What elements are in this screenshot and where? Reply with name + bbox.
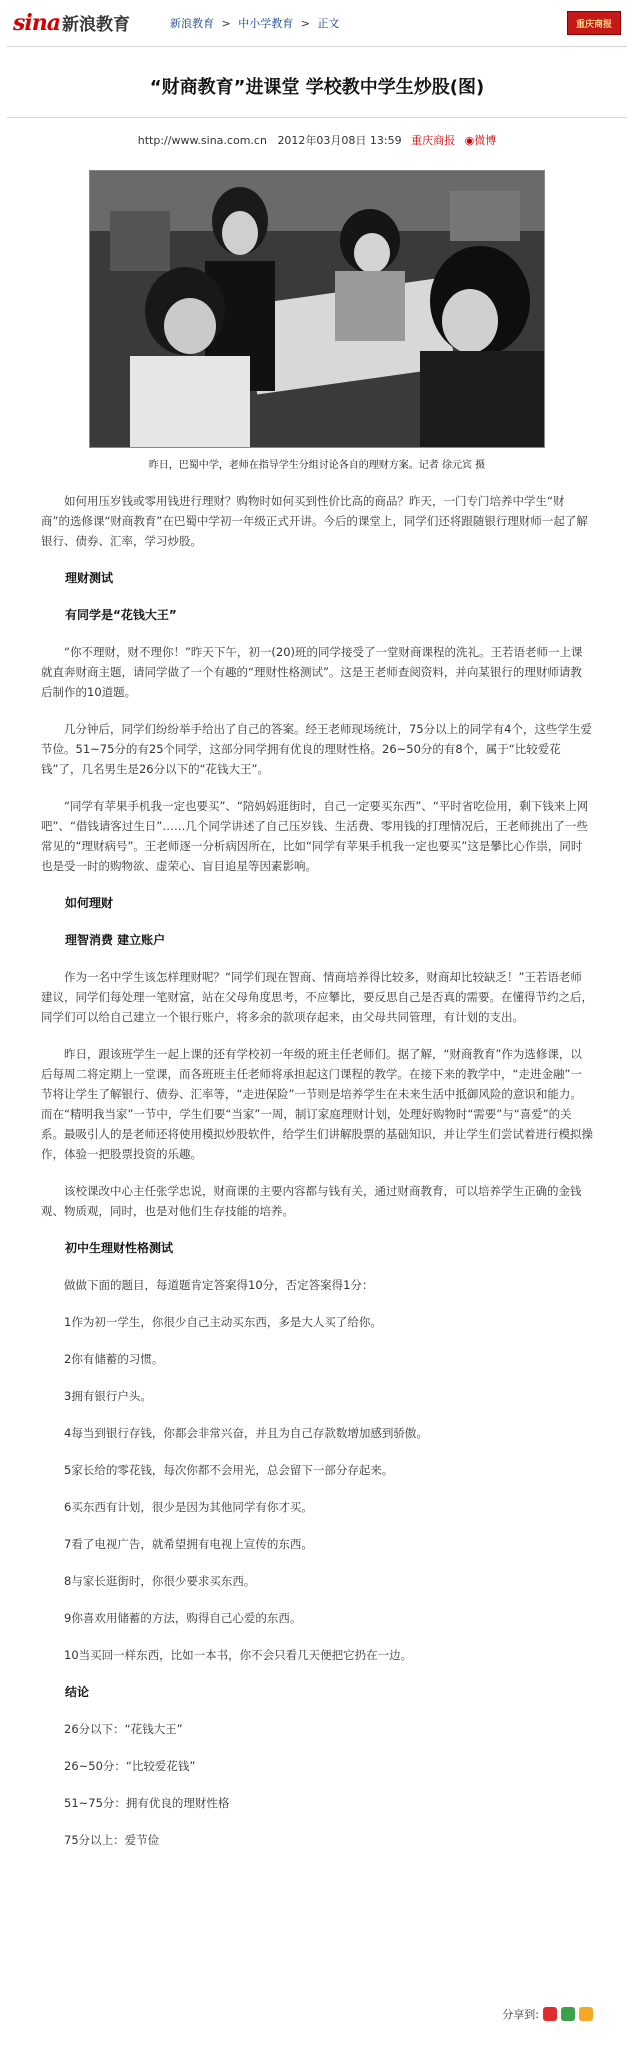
list-item: 75分以上：爱节俭 [64, 1833, 160, 1847]
paragraph: “你不理财，财不理你！”昨天下午，初一(20)班的同学接受了一堂财商课程的洗礼。王若语老师一上课就直奔财商主题，请同学做了一个有趣的“理财性格测试”。这是王老师查阅资料，并向某银行的理财师请教后制作的10道题。 [41, 645, 583, 699]
qzone-share-icon[interactable] [579, 2007, 593, 2021]
renren-share-icon[interactable] [561, 2007, 575, 2021]
article-url[interactable]: http://www.sina.com.cn [137, 134, 267, 147]
list-item: 10当买回一样东西，比如一本书，你不会只看几天便把它扔在一边。 [64, 1648, 413, 1662]
paragraph: “同学有苹果手机我一定也要买”、“陪妈妈逛街时，自己一定要买东西”、“平时省吃俭用，剩下钱来上网吧”、“借钱请客过生日”……几个同学讲述了自己压岁钱、生活费、零用钱的打理情况后，王老师挑出了一些常见的“理财病号”。王老师逐一分析病因所在，比如“同学有苹果手机我一定也要买”这是攀比心作祟，同时也是受一时的购物欲、虚荣心、盲目追星等因素影响。 [41, 799, 589, 873]
list-item: 8与家长逛街时，你很少要求买东西。 [64, 1574, 256, 1588]
weibo-icon: ◉ [464, 134, 475, 147]
article-meta [7, 117, 627, 148]
logo-sina: sina [13, 10, 60, 36]
list-item: 26~50分：“比较爱花钱” [64, 1759, 196, 1773]
weibo-label: 微博 [474, 134, 497, 147]
section-heading: 理智消费 建立账户 [65, 933, 166, 947]
paragraph: 如何用压岁钱或零用钱进行理财？购物时如何买到性价比高的商品？昨天，一门专门培养中学生“财商”的选修课“财商教育”在巴蜀中学初一年级正式开讲。今后的课堂上，同学们还将跟随银行理财师一起了解银行、债券、汇率，学习炒股。 [41, 494, 588, 548]
breadcrumb-section[interactable]: 中小学教育 [238, 17, 294, 30]
partner-logo[interactable]: 重庆商报 [567, 11, 621, 35]
article-body [7, 491, 627, 1850]
list-item: 9你喜欢用储蓄的方法，购得自己心爱的东西。 [64, 1611, 302, 1625]
paragraph: 昨日，跟该班学生一起上课的还有学校初一年级的班主任老师们。据了解，“财商教育”作为选修课，以后每周二将定期上一堂课，而各班班主任老师将承担起这门课程的教学。在接下来的教学中，“走进金融”一节将让学生了解银行、债券、汇率等，“走进保险”一节则是培养学生在未来生活中抵御风险的意识和能力。而在“精明我当家”一节中，学生们要“当家”一周，制订家庭理财计划，处理好购物时“需要”与“喜爱”的关系。最吸引人的是老师还将使用模拟炒股软件，给学生们讲解股票的基础知识，并让学生们尝试着进行模拟操作，体验一把股票投资的乐趣。 [41, 1047, 593, 1161]
section-heading: 如何理财 [65, 896, 114, 910]
section-heading: 理财测试 [65, 571, 114, 585]
list-item: 1作为初一学生，你很少自己主动买东西，多是大人买了给你。 [64, 1315, 382, 1329]
breadcrumb-separator: > [221, 17, 231, 30]
breadcrumb-current[interactable]: 正文 [317, 17, 340, 30]
list-item: 7看了电视广告，就希望拥有电视上宣传的东西。 [64, 1537, 313, 1551]
site-logo[interactable] [13, 10, 130, 36]
breadcrumb-home[interactable]: 新浪教育 [170, 17, 214, 30]
article-datetime: 2012年03月08日 13:59 [277, 134, 402, 147]
section-heading: 结论 [65, 1685, 90, 1699]
paragraph: 作为一名中学生该怎样理财呢？“同学们现在智商、情商培养得比较多，财商却比较缺乏！”王若语老师建议，同学们每处理一笔财富，站在父母角度思考，不应攀比，要反思自己是否真的需要。在懂得节约之后，同学们可以给自己建立一个银行账户，将多余的款项存起来，由父母共同管理，有计划的支出。 [41, 970, 593, 1024]
list-item: 2你有储蓄的习惯。 [64, 1352, 164, 1366]
paragraph: 该校课改中心主任张学忠说，财商课的主要内容都与钱有关，通过财商教育，可以培养学生正确的金钱观、物质观，同时，也是对他们生存技能的培养。 [41, 1184, 582, 1218]
section-heading: 有同学是“花钱大王” [65, 608, 177, 622]
weibo-share-icon[interactable] [543, 2007, 557, 2021]
classroom-photo [90, 171, 544, 447]
photo-caption: 昨日，巴蜀中学，老师在指导学生分组讨论各自的理财方案。记者 徐元宾 摄 [148, 460, 486, 471]
share-label: 分享到: [502, 2008, 539, 2021]
top-bar [7, 0, 627, 47]
list-item: 26分以下：“花钱大王” [64, 1722, 183, 1736]
list-item: 5家长给的零花钱，每次你都不会用光，总会留下一部分存起来。 [64, 1463, 394, 1477]
list-item: 51~75分：拥有优良的理财性格 [64, 1796, 230, 1810]
paragraph: 几分钟后，同学们纷纷举手给出了自己的答案。经王老师现场统计，75分以上的同学有4个，这些学生爱节俭。51~75分的有25个同学，这部分同学拥有优良的理财性格。26~50分的有8个，属于“比较爱花钱”了，几名男生是26分以下的“花钱大王”。 [41, 722, 592, 776]
list-item: 3拥有银行户头。 [64, 1389, 152, 1403]
article-photo [89, 170, 545, 448]
article-source[interactable]: 重庆商报 [411, 134, 456, 147]
list-item: 6买东西有计划，很少是因为其他同学有你才买。 [64, 1500, 313, 1514]
logo-edu: 新浪教育 [62, 15, 130, 35]
section-heading: 初中生理财性格测试 [65, 1241, 174, 1255]
weibo-link[interactable] [465, 134, 497, 147]
breadcrumb-separator: > [300, 17, 310, 30]
share-bar [502, 2006, 593, 2022]
paragraph: 做做下面的题目，每道题肯定答案得10分，否定答案得1分： [64, 1278, 374, 1292]
article-title: “财商教育”进课堂 学校教中学生炒股(图) [149, 77, 485, 98]
page [7, 0, 627, 2021]
list-item: 4每当到银行存钱，你都会非常兴奋，并且为自己存款数增加感到骄傲。 [64, 1426, 428, 1440]
breadcrumb [170, 15, 339, 31]
